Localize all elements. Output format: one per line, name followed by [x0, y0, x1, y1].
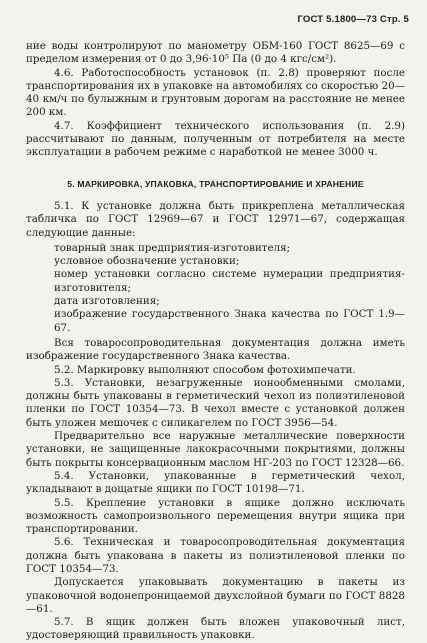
page-header: ГОСТ 5.1800—73 Стр. 5: [297, 14, 409, 25]
paragraph-4-6: 4.6. Работоспособность установок (п. 2.8) проверяют после транспортирования их в упаковке на автомобилях со скоростью 20—40 км/ч по булыжным и грунтовым дорогам на расстояние не менее 200 км.: [26, 66, 405, 119]
paragraph-5-3: 5.3. Установки, незагруженные ионообменными смолами, должны быть упакованы в герметический чехол из полиэтиленовой пленки по ГОСТ 10354—73. В чехол вместе с установкой должен быть уложен мешочек с силикагелем по ГОСТ 3956—54.: [26, 376, 405, 429]
list-item: изображение государственного Знака качества по ГОСТ 1.9—67.: [54, 308, 405, 334]
list-item: номер установки согласно системе нумерации предприятия-изготовителя;: [54, 268, 405, 294]
paragraph-4-7: 4.7. Коэффициент технического использования (п. 2.9) рассчитывают по данным, полученным от потребителя на месте эксплуатации в рабочем режиме с наработкой не менее 3000 ч.: [26, 119, 405, 159]
paragraph-5-1: 5.1. К установке должна быть прикреплена металлическая табличка по ГОСТ 12969—67 и ГОСТ 12971—67, содержащая следующие данные:: [26, 199, 405, 239]
list-item: дата изготовления;: [54, 295, 160, 308]
list-item: условное обозначение установки;: [54, 255, 240, 268]
paragraph-5-5: 5.5. Крепление установки в ящике должно исключать возможность самопроизвольного перемещения внутри ящика при транспортировании.: [26, 496, 405, 536]
section-title: 5. МАРКИРОВКА, УПАКОВКА, ТРАНСПОРТИРОВАНИЕ И ХРАНЕНИЕ: [67, 178, 364, 189]
paragraph-preservation: Предварительно все наружные металлические поверхности установки, не защищенные лакокрасочными покрытиями, должны быть покрыты консервационным маслом НГ-203 по ГОСТ 12328—66.: [26, 430, 405, 469]
paragraph-paper-packing: Допускается упаковывать документацию в пакеты из упаковочной водонепроницаемой двухслойной бумаги по ГОСТ 8828—61.: [26, 576, 405, 615]
paragraph-5-7: 5.7. В ящик должен быть вложен упаковочный лист, удостоверяющий правильность упаковки.: [26, 616, 405, 642]
document-body: [26, 40, 405, 643]
paragraph-5-6: 5.6. Техническая и товаросопроводительная документация должна быть упакована в пакеты из полиэтиленовой пленки по ГОСТ 10354—73.: [26, 536, 405, 575]
paragraph-5-2: 5.2. Маркировку выполняют способом фотохимпечати.: [54, 363, 356, 376]
paragraph-documentation: Вся товаросопроводительная документация должна иметь изображение государственного Знака качества.: [26, 336, 405, 363]
list-item: товарный знак предприятия-изготовителя;: [54, 241, 291, 254]
paragraph-5-4: 5.4. Установки, упакованные в герметический чехол, укладывают в дощатые ящики по ГОСТ 10198—71.: [26, 469, 405, 496]
paragraph-continuation: ние воды контролируют по манометру ОБМ-160 ГОСТ 8625—69 с пределом измерения от 0 до 3,96·10⁵ Па (0 до 4 кгс/см²).: [26, 40, 405, 66]
